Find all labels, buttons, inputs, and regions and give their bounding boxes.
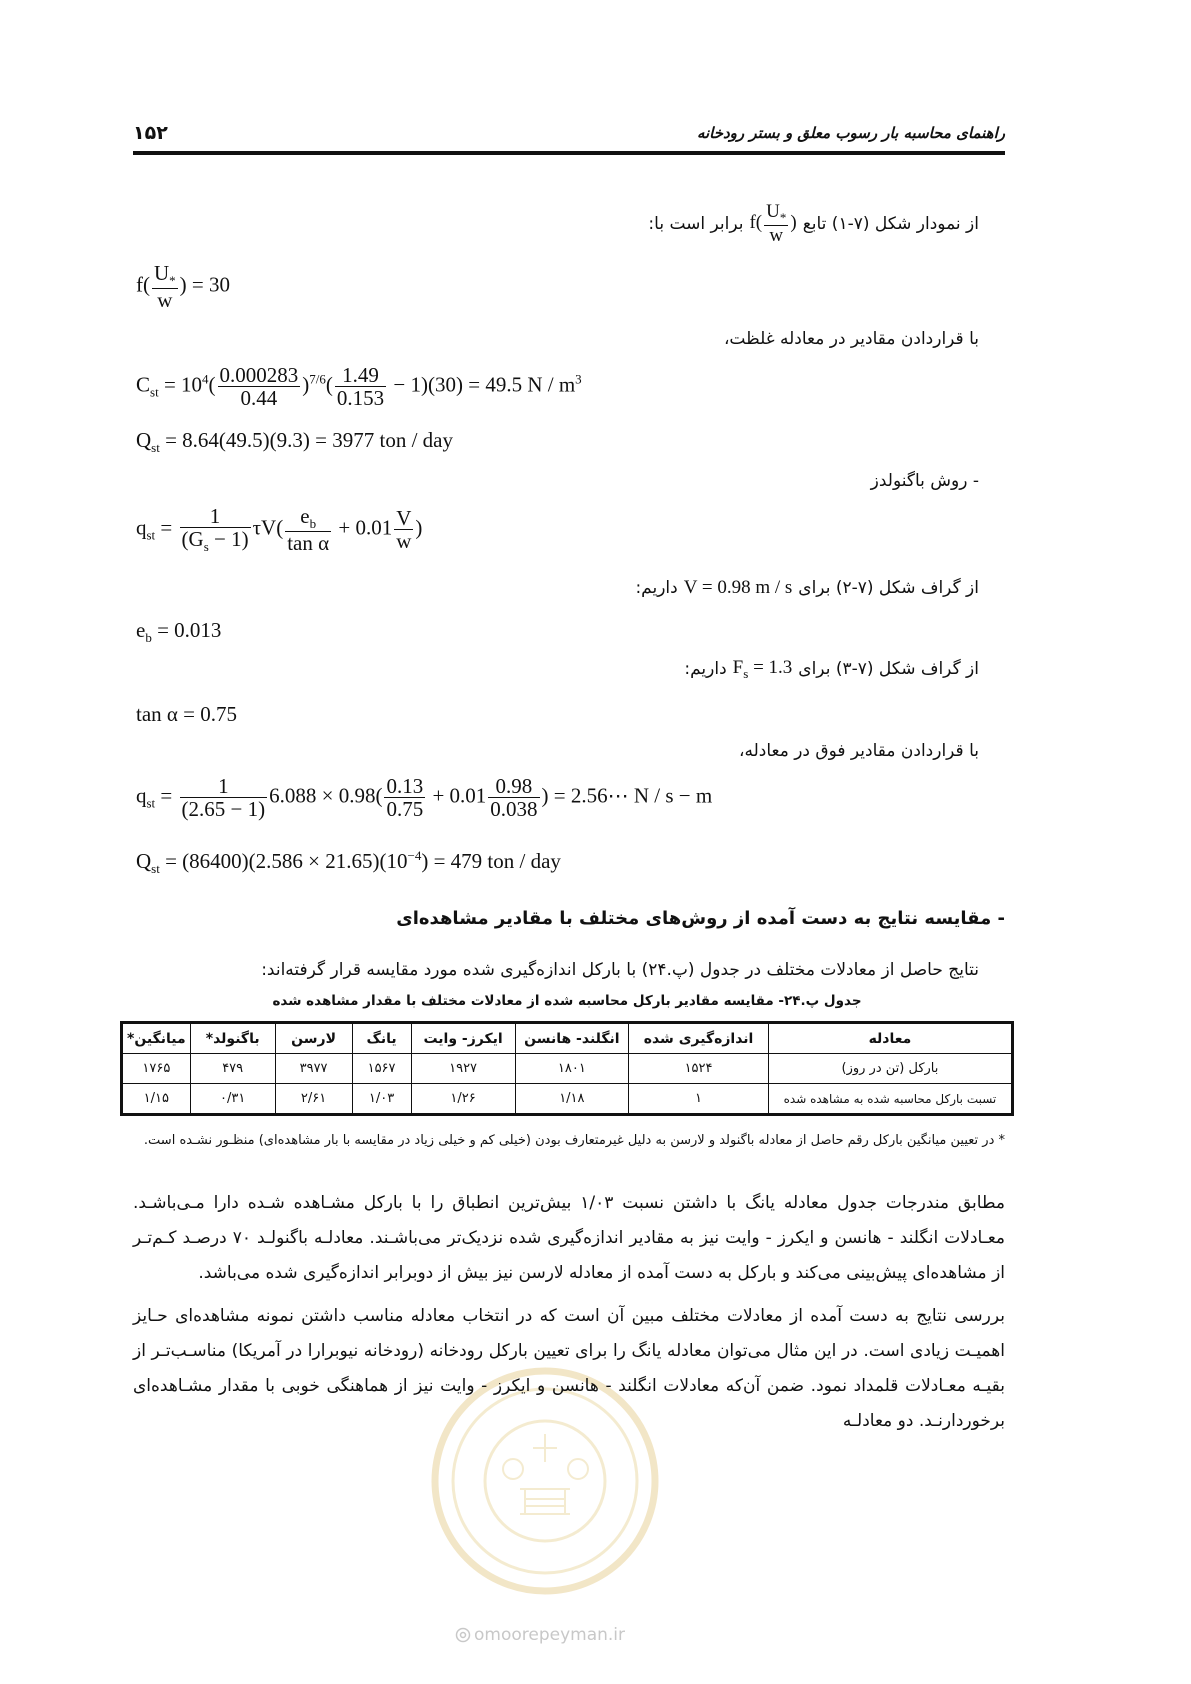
table-cell: بارکل (تن در روز) <box>768 1054 1012 1084</box>
page-number: ۱۵۲ <box>133 122 168 144</box>
table-footnote: * در تعیین میانگین بارکل رقم حاصل از معادله باگنولد و لارسن به دلیل غیرمتعارف بودن (خیلی کم و خیلی زیاد در مقایسه با بار مشاهده‌ای) منظـور نشـده است. <box>143 1133 1005 1148</box>
table-cell: ۱۵۶۷ <box>352 1054 411 1084</box>
table-cell: ۱/۰۳ <box>352 1084 411 1115</box>
table-cell: ۲/۶۱ <box>275 1084 352 1115</box>
at-sign-icon <box>455 1627 471 1643</box>
equation-f-value: f( $\frac{U_*}{w}$ ) = 30 <box>136 261 231 312</box>
table-cell: ۱۸۰۱ <box>515 1054 629 1084</box>
table-header-cell: یانگ <box>352 1023 411 1054</box>
table-cell: ۱ <box>629 1084 769 1115</box>
table-header-cell: میانگین* <box>122 1023 191 1054</box>
header-rule <box>133 151 1005 155</box>
table-header-cell: لارسن <box>275 1023 352 1054</box>
body-paragraph-1: مطابق مندرجات جدول معادله یانگ با داشتن نسبت ۱/۰۳ بیش‌ترین انطباق را با بارکل مشـاهده شـده دارا مـی‌باشـد. معـادلات انگلند - هانسن و ایکرز - وایت نیز به مقادیر اندازه‌گیری شده نزدیک‌تر می‌باشـند. معادلـه باگنولـد ۷۰ درصـد کـم‌تـر از مشاهده‌ای پیش‌بینی می‌کند و بارکل به دست آمده از معادله لارسن نیز بیش از دوبرابر اندازه‌گیری شده می‌باشد. <box>133 1193 1006 1283</box>
line-1-inline-function: f( $\frac{U_*}{w}$ ) <box>749 201 797 246</box>
table-header-cell: باگنولد* <box>190 1023 275 1054</box>
table-row <box>122 1084 1013 1115</box>
comparison-table <box>120 1021 1014 1116</box>
text-line-6: با قراردادن مقادیر فوق در معادله، <box>738 741 979 761</box>
table-header-cell: انگلند- هانسن <box>515 1023 629 1054</box>
equation-concentration: $C_{st} = 10^4$( $\frac{0.000283}{0.44}$ )$^{7/6}$( $\frac{1.49}{0.153}$ − 1)(30) = 49.5 N / $m^3$ <box>136 363 582 411</box>
body-paragraph-2: بررسی نتایج به دست آمده از معادلات مختلف مبین آن است که در انتخاب معادله مناسب داشتن نمونه مشاهده‌ای حـایز اهمیـت زیادی است. در این مثال می‌توان معادله یانگ را برای تعیین بارکل رودخانه (رودخانه نیوبرارا در آمریکا) مناسـب‌تـر از بقیـه معـادلات قلمداد نمود. ضمن آن‌که معادلات انگلند - هانسن و ایکرز - وایت نیز از هماهنگی خوبی با مقدار مشـاهده‌ای برخوردارنـد. دو معادلـه <box>133 1306 1005 1431</box>
table-cell: ۱۹۲۷ <box>411 1054 515 1084</box>
equation-total-load-1: $Q_{st} = 8.64(49.5)(9.3) = 3977$ ton / day <box>136 428 453 456</box>
table-header-cell: ایکرز- وایت <box>411 1023 515 1054</box>
table-cell: ۱/۱۵ <box>122 1084 191 1115</box>
equation-bagnold: $q_{st}$ = $\frac{1}{(G_s - 1)}$ τV( $\frac{e_b}{\text{tan α}}$ + 0.01 $\frac{V}{w}$ ) <box>136 504 423 555</box>
section-heading: - مقایسه نتایج به دست آمده از روش‌های مختلف با مقادیر مشاهده‌ای <box>396 908 1005 929</box>
equation-eb: $e_b = 0.013$ <box>136 618 222 646</box>
table-header-cell: اندازه‌گیری شده <box>629 1023 769 1054</box>
table-header-cell: معادله <box>768 1023 1012 1054</box>
table-caption: جدول پ.۲۴- مقایسه مقادیر بارکل محاسبه شده از معادلات مختلف با مقدار مشاهده شده <box>272 993 862 1009</box>
table-cell: ۱/۲۶ <box>411 1084 515 1115</box>
line-1-tail: برابر است با: <box>648 214 744 234</box>
table-header-row <box>122 1023 1013 1054</box>
table-cell: ۱۵۲۴ <box>629 1054 769 1084</box>
table-cell: ۴۷۹ <box>190 1054 275 1084</box>
book-title: راهنمای محاسبه بار رسوب معلق و بستر رودخانه <box>696 124 1005 142</box>
method-heading-bagnold: - روش باگنولدز <box>870 471 979 491</box>
table-cell: ۱۷۶۵ <box>122 1054 191 1084</box>
table-cell: ۳۹۷۷ <box>275 1054 352 1084</box>
watermark-url: omoorepeyman.ir <box>455 1625 625 1645</box>
text-line-4: از گراف شکل (۷-۲) برای V = 0.98 m / s داریم: <box>635 577 979 598</box>
line-1-text: از نمودار شکل (۷-۱) تابع <box>802 214 979 234</box>
text-line-1 <box>648 198 979 250</box>
table-cell: ۰/۳۱ <box>190 1084 275 1115</box>
section-intro: نتایج حاصل از معادلات مختلف در جدول (پ.۲۴) با بارکل اندازه‌گیری شده مورد مقایسه قرار گرفته‌اند: <box>261 960 979 980</box>
text-line-2: با قراردادن مقادیر در معادله غلظت، <box>723 329 979 349</box>
equation-tan-alpha: tan α = 0.75 <box>136 702 238 726</box>
table-row <box>122 1054 1013 1084</box>
text-line-5: از گراف شکل (۷-۳) برای $F_s = 1.3$ داریم: <box>684 657 979 681</box>
equation-total-load-2: $Q_{st} = (86400)(2.586 \times 21.65)(10^{-4}) = 479$ ton / day <box>136 848 561 877</box>
table-cell: ۱/۱۸ <box>515 1084 629 1115</box>
fs-condition: $F_s = 1.3$ <box>732 657 793 681</box>
equation-bagnold-numeric: $q_{st}$ = $\frac{1}{(2.65 - 1)}$ 6.088 × 0.98( $\frac{0.13}{0.75}$ + 0.01 $\frac{0.98}{0.038}$ ) = 2.56⋯ N / s − m <box>136 774 713 822</box>
table-cell: تسبت بارکل محاسبه شده به مشاهده شده <box>768 1084 1012 1115</box>
velocity-condition: V = 0.98 m / s <box>683 577 793 598</box>
